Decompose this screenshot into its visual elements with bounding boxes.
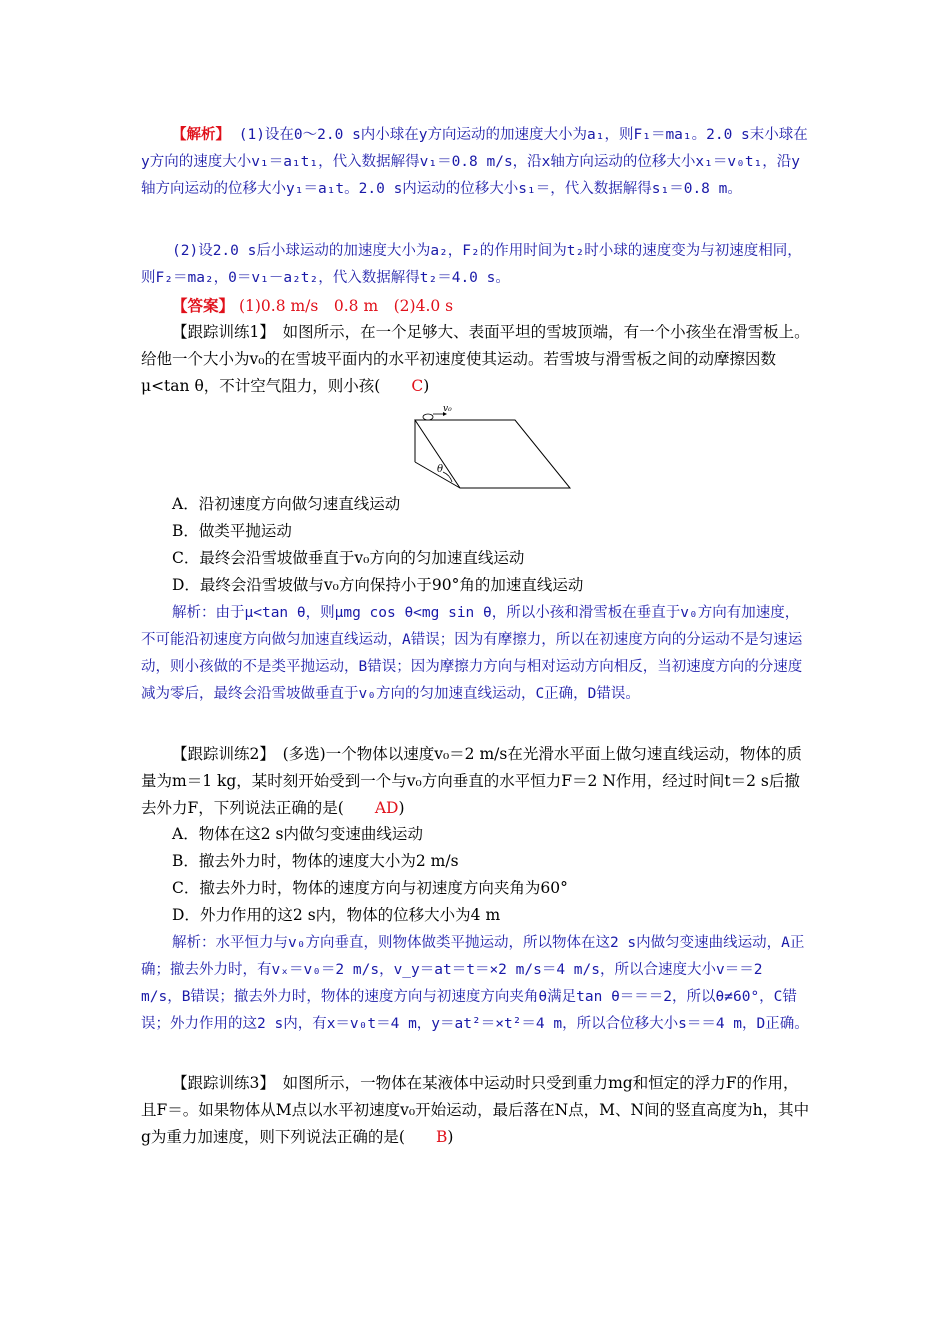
analysis-paragraph-2: (2)设2.0 s后小球运动的加速度大小为a₂，F₂的作用时间为t₂时小球的速度变为与初速度相同，则F₂＝ma₂，0＝v₁－a₂t₂，代入数据解得t₂＝4.0 s。 <box>141 243 802 286</box>
analysis-text-1: (1)设在0～2.0 s内小球在y方向运动的加速度大小为a₁，则F₁＝ma₁。2.0 s末小球在y方向的速度大小v₁＝a₁t₁，代入数据解得v₁＝0.8 m/s，沿x轴方向运动的位移大小x₁＝v₀t₁，沿y轴方向运动的位移大小y₁＝a₁t。2.0 s内运动的位移大小s₁＝，代入数据解得s₁＝0.8 m。 <box>141 127 808 197</box>
question-1-answer: C <box>411 377 424 395</box>
analysis-paragraph-1 <box>141 122 811 203</box>
question-3-text: 【跟踪训练3】 如图所示，一物体在某液体中运动时只受到重力mg和恒定的浮力F的作用，且F＝。如果物体从M点以水平初速度v₀开始运动，最后落在N点，M、N间的竖直高度为h，其中g为重力加速度，则下列说法正确的是( <box>141 1074 810 1146</box>
analysis-tag: 【解析】 <box>172 127 230 143</box>
theta-label: θ <box>437 464 444 475</box>
question-2-analysis: 解析：水平恒力与v₀方向垂直，则物体做类平抛运动，所以物体在这2 s内做匀变速曲线运动，A正确；撤去外力时，有vₓ＝v₀＝2 m/s，v_y＝at＝t＝×2 m/s＝4 m/s，所以合速度大小v＝＝2 m/s，B错误；撤去外力时，物体的速度方向与初速度方向夹角θ满足tan θ＝＝＝2，所以θ≠60°，C错误；外力作用的这2 s内，有x＝v₀t＝4 m，y＝at²＝×t²＝4 m，所以合位移大小s＝＝4 m，D正确。 <box>141 935 809 1032</box>
question-2-stem <box>141 741 811 822</box>
answer-text: (1)0.8 m/s 0.8 m (2)4.0 s <box>238 297 454 315</box>
question-3-answer: B <box>435 1128 448 1146</box>
question-2-close: ) <box>398 799 405 817</box>
question-3-close: ) <box>447 1128 454 1146</box>
question-2-answer: AD <box>374 799 399 817</box>
question-2-option-c: C．撤去外力时，物体的速度方向与初速度方向夹角为60° <box>172 879 568 897</box>
question-3-stem <box>141 1070 811 1151</box>
question-1-text: 【跟踪训练1】 如图所示，在一个足够大、表面平坦的雪坡顶端，有一个小孩坐在滑雪板上。给他一个大小为v₀的在雪坡平面内的水平初速度使其运动。若雪坡与滑雪板之间的动摩擦因数μ<tan θ，不计空气阻力，则小孩( <box>141 323 810 395</box>
question-2-text: 【跟踪训练2】 (多选)一个物体以速度v₀＝2 m/s在光滑水平面上做匀速直线运动，物体的质量为m＝1 kg，某时刻开始受到一个与v₀方向垂直的水平恒力F＝2 N作用，经过时间t＝2 s后撤去外力F，下列说法正确的是( <box>141 745 802 817</box>
question-1-close: ) <box>423 377 430 395</box>
question-1-option-b: B．做类平抛运动 <box>172 522 292 540</box>
child-icon <box>423 414 433 420</box>
question-1-analysis: 解析：由于μ<tan θ，则μmg cos θ<mg sin θ，所以小孩和滑雪板在垂直于v₀方向有加速度，不可能沿初速度方向做匀加速直线运动，A错误；因为有摩擦力，所以在初速度方向的分运动不是匀速运动，则小孩做的不是类平抛运动，B错误；因为摩擦力方向与相对运动方向相反，当初速度方向的分速度减为零后，最终会沿雪坡做垂直于v₀方向的匀加速直线运动，C正确，D错误。 <box>141 605 803 702</box>
answer-tag: 【答案】 <box>172 296 235 315</box>
question-2-option-a: A．物体在这2 s内做匀变速曲线运动 <box>172 825 423 843</box>
v0-label: v₀ <box>443 404 452 414</box>
question-1-option-c: C．最终会沿雪坡做垂直于v₀方向的匀加速直线运动 <box>172 549 525 567</box>
question-1-option-d: D．最终会沿雪坡做与v₀方向保持小于90°角的加速直线运动 <box>172 576 584 594</box>
snow-slope-figure <box>410 402 575 492</box>
answer-line <box>141 292 811 320</box>
question-1-option-a: A．沿初速度方向做匀速直线运动 <box>172 495 401 513</box>
question-1-stem <box>141 319 811 400</box>
question-2-option-d: D．外力作用的这2 s内，物体的位移大小为4 m <box>172 906 501 924</box>
slope-plane <box>415 420 570 488</box>
question-2-option-b: B．撤去外力时，物体的速度大小为2 m/s <box>172 852 459 870</box>
